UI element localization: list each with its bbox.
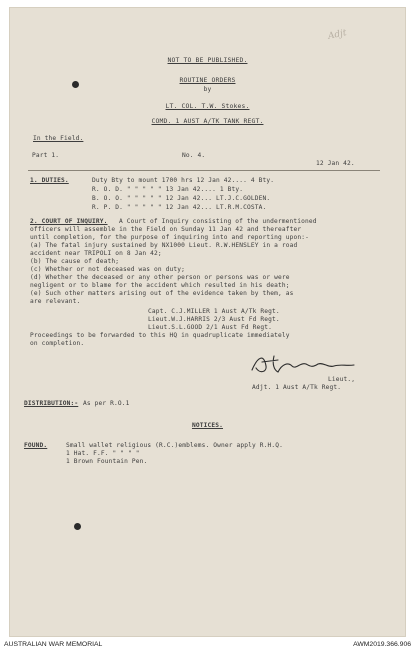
- duties-heading: 1. DUTIES.: [30, 177, 69, 184]
- court-member-1: Capt. C.J.MILLER 1 Aust A/Tk Regt.: [148, 308, 280, 315]
- order-date: 12 Jan 42.: [316, 160, 355, 167]
- found-label: FOUND.: [24, 442, 48, 449]
- court-line-5: accident near TRIPOLI on 8 Jan 42;: [30, 250, 162, 257]
- duties-line-4: R. P. D. " " " " " 12 Jan 42... LT.R.M.COSTA.: [92, 204, 267, 211]
- court-member-2: Lieut.W.J.HARRIS 2/3 Aust Fd Regt.: [148, 316, 280, 323]
- order-number: No. 4.: [182, 152, 206, 159]
- header-routine-orders: ROUTINE ORDERS: [179, 76, 236, 84]
- duties-line-2: R. O. D. " " " " " 13 Jan 42.... 1 Bty.: [92, 186, 244, 193]
- court-line-10: (e) Such other matters arising out of the evidence taken by them, as: [30, 290, 294, 297]
- archive-footer: [0, 639, 415, 653]
- header-rule: [28, 170, 380, 171]
- court-line-6: (b) The cause of death;: [30, 258, 120, 265]
- signature-appointment: Adjt. 1 Aust A/Tk Regt.: [252, 384, 342, 391]
- found-line-2: 1 Hat. F.F. " " " ": [66, 450, 140, 457]
- duties-line-3: B. O. O. " " " " " 12 Jan 42... LT.J.C.GOLDEN.: [92, 195, 271, 202]
- signature-rank: Lieut.,: [328, 376, 356, 383]
- found-line-1: Small wallet religious (R.C.)emblems. Owner apply R.H.Q.: [66, 442, 284, 449]
- court-line-4: (a) The fatal injury sustained by NX1000 Lieut. R.W.HENSLEY in a road: [30, 242, 298, 249]
- court-line-7: (c) Whether or not deceased was on duty;: [30, 266, 186, 273]
- part-number: Part 1.: [32, 152, 60, 159]
- footer-catalogue-id: AWM2019.366.906: [353, 641, 411, 648]
- court-line-8: (d) Whether the deceased or any other person or persons was or were: [30, 274, 290, 281]
- header-by: by: [203, 86, 212, 93]
- proceedings-line-2: on completion.: [30, 340, 85, 347]
- court-line-1: A Court of Inquiry consisting of the undermentioned: [119, 218, 317, 225]
- in-the-field: In the Field.: [33, 135, 84, 142]
- header-not-published: NOT TO BE PUBLISHED.: [167, 56, 248, 64]
- court-line-2: officers will assemble in the Field on Sunday 11 Jan 42 and thereafter: [30, 226, 302, 233]
- header-commander: LT. COL. T.W. Stokes.: [165, 102, 250, 110]
- footer-institution: AUSTRALIAN WAR MEMORIAL: [4, 641, 103, 648]
- distribution-value: As per R.O.1: [83, 400, 130, 407]
- court-line-11: are relevant.: [30, 298, 81, 305]
- punch-hole-bottom: [74, 523, 81, 530]
- found-line-3: 1 Brown Fountain Pen.: [66, 458, 148, 465]
- header-unit: COMD. 1 AUST A/TK TANK REGT.: [151, 117, 264, 125]
- punch-hole-top: [72, 81, 79, 88]
- court-line-3: until completion, for the purpose of inquiring into and reporting upon:-: [30, 234, 310, 241]
- proceedings-line-1: Proceedings to be forwarded to this HQ in quadruplicate immediately: [30, 332, 290, 339]
- court-line-9: negligent or to blame for the accident which resulted in his death;: [30, 282, 290, 289]
- court-heading: 2. COURT OF INQUIRY.: [30, 218, 108, 225]
- duties-line-1: Duty Bty to mount 1700 hrs 12 Jan 42.... 4 Bty.: [92, 177, 275, 184]
- handwritten-note: Adjt: [327, 28, 348, 42]
- court-member-3: Lieut.S.L.GOOD 2/1 Aust Fd Regt.: [148, 324, 273, 331]
- notices-heading: NOTICES.: [191, 422, 223, 429]
- document-page: [10, 8, 405, 636]
- distribution-label: DISTRIBUTION:-: [24, 400, 79, 407]
